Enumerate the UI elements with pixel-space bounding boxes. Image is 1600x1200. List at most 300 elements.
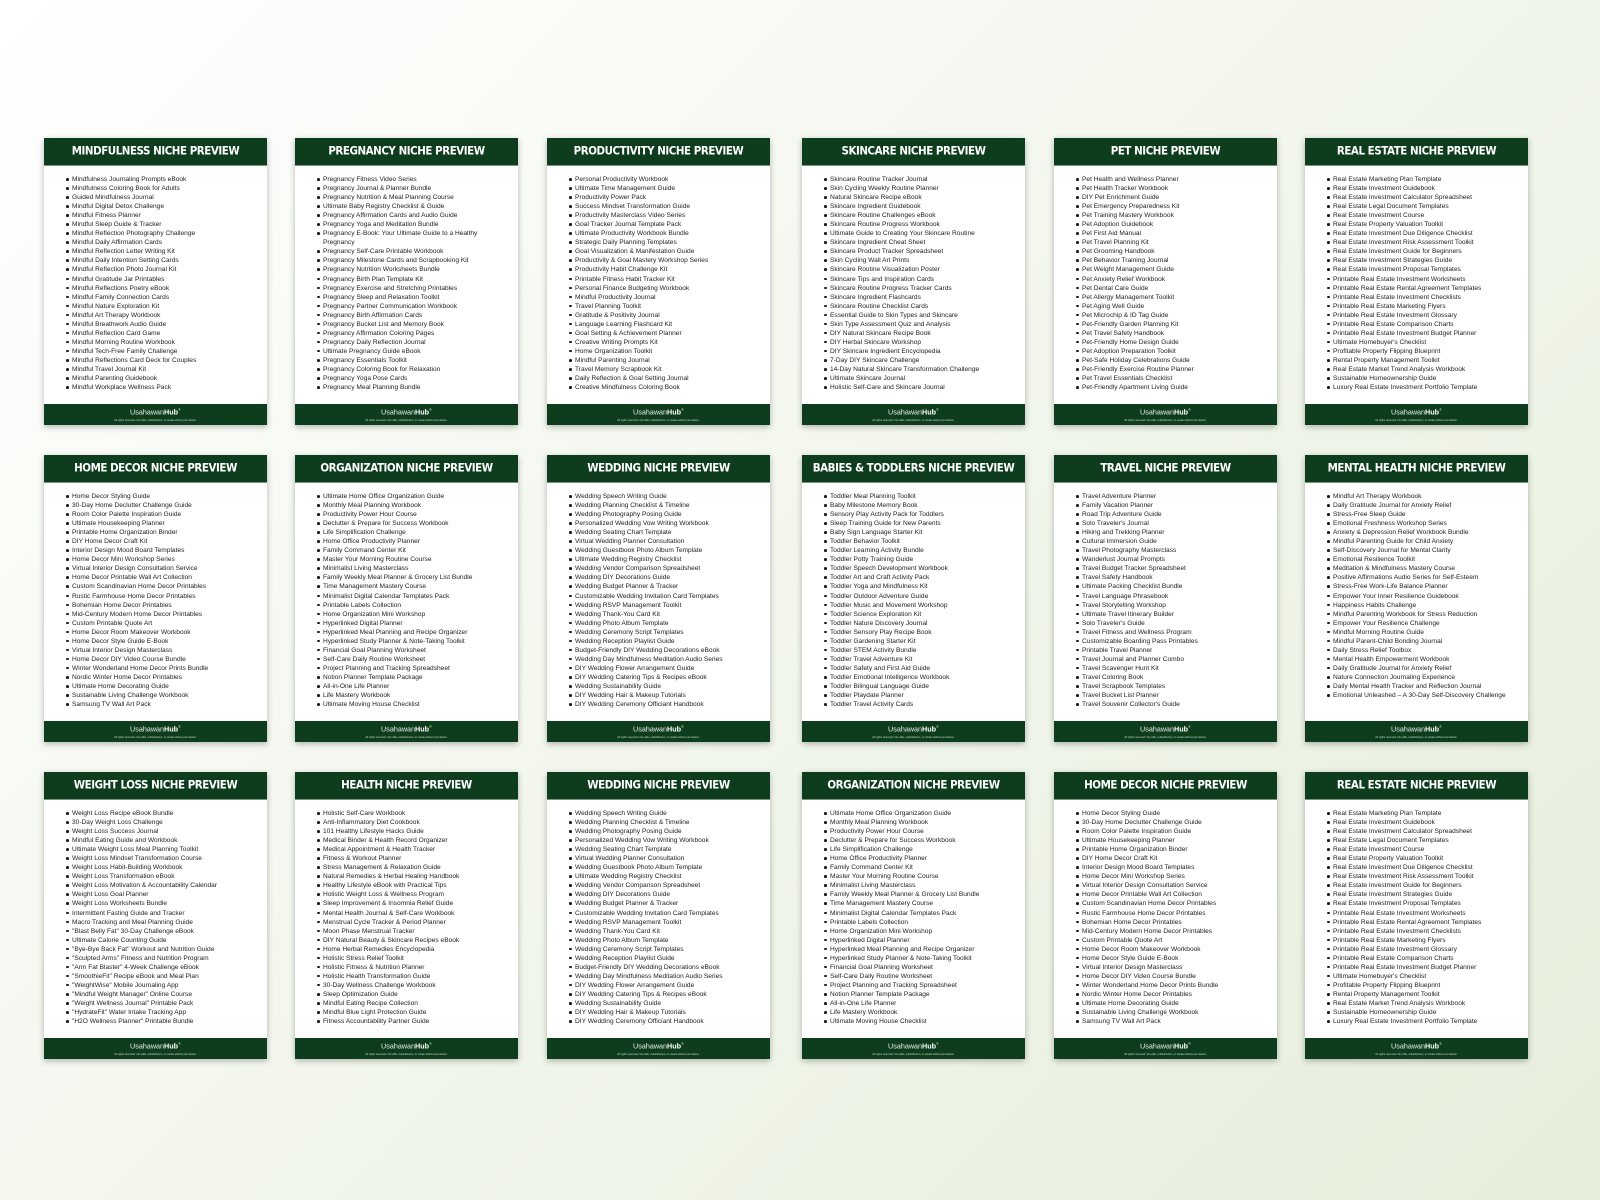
brand-logo	[633, 723, 684, 733]
list-item: Home Decor Room Makeover Workbook	[72, 628, 261, 637]
list-item: Gratitude & Positivity Journal	[575, 311, 764, 320]
brand-registered-mark: ®	[178, 1041, 181, 1047]
card-body	[547, 164, 770, 404]
list-item: Holistic Stress Relief Toolkit	[323, 954, 512, 963]
footer-rights-note: All rights reserved. No edits, redistribution, or resale without permission.	[365, 1052, 448, 1056]
list-item: Essential Guide to Skin Types and Skincare	[830, 311, 1019, 320]
brand-name-light: Usahawan	[888, 407, 923, 417]
list-item: Productivity Habit Challenge Kit	[575, 265, 764, 274]
list-item: DIY Wedding Ceremony Officiant Handbook	[575, 700, 764, 709]
list-item: Pregnancy Birth Affirmation Cards	[323, 311, 512, 320]
brand-name-light: Usahawan	[888, 724, 923, 734]
list-item: 14-Day Natural Skincare Transformation Challenge	[830, 365, 1019, 374]
brand-name-light: Usahawan	[130, 724, 165, 734]
list-item: Home Decor Printable Wall Art Collection	[1082, 890, 1271, 899]
card-body	[44, 798, 267, 1038]
list-item: Luxury Real Estate Investment Portfolio Template	[1333, 1017, 1522, 1026]
list-item: Ultimate Homebuyer's Checklist	[1333, 338, 1522, 347]
list-item: Solo Traveler's Journal	[1082, 519, 1271, 528]
list-item: Pregnancy Affirmation Coloring Pages	[323, 329, 512, 338]
list-item: Real Estate Investment Risk Assessment Toolkit	[1333, 238, 1522, 247]
list-item: Pet Emergency Preparedness Kit	[1082, 202, 1271, 211]
list-item: Real Estate Investment Risk Assessment Toolkit	[1333, 872, 1522, 881]
list-item: Mindful Morning Routine Workbook	[72, 338, 261, 347]
list-item: Natural Remedies & Herbal Healing Handbook	[323, 872, 512, 881]
list-item: Skin Cycling Weekly Routine Planner	[830, 184, 1019, 193]
list-item: Hyperlinked Meal Planning and Recipe Organizer	[830, 945, 1019, 954]
list-item: Sleep Optimization Guide	[323, 990, 512, 999]
list-item: Ultimate Homebuyer's Checklist	[1333, 972, 1522, 981]
list-item: Toddler Gardening Starter Kit	[830, 637, 1019, 646]
list-item: Wedding Budget Planner & Tracker	[575, 899, 764, 908]
list-item: Toddler Nature Discovery Journal	[830, 619, 1019, 628]
footer-rights-note: All rights reserved. No edits, redistribution, or resale without permission.	[365, 418, 448, 422]
list-item: Ultimate Housekeeping Planner	[1082, 836, 1271, 845]
brand-name-bold: Hub	[667, 724, 681, 734]
list-item: Hyperlinked Study Planner & Note-Taking Toolkit	[323, 637, 512, 646]
brand-registered-mark: ®	[178, 724, 181, 730]
list-item: Life Mastery Workbook	[830, 1008, 1019, 1017]
list-item: Ultimate Home Office Organization Guide	[323, 492, 512, 501]
card-title: PET NICHE PREVIEW	[1054, 138, 1277, 166]
list-item: Travel Memory Scrapbook Kit	[575, 365, 764, 374]
brand-name-bold: Hub	[1174, 1041, 1188, 1051]
list-item: Printable Real Estate Investment Worksheets	[1333, 909, 1522, 918]
list-item: Personal Finance Budgeting Workbook	[575, 284, 764, 293]
list-item: Home Decor Mini Workshop Series	[1082, 872, 1271, 881]
niche-preview-card	[1305, 455, 1528, 742]
list-item: Printable Real Estate Marketing Flyers	[1333, 936, 1522, 945]
brand-logo	[130, 1040, 181, 1050]
list-item: Daily Reflection & Goal Setting Journal	[575, 374, 764, 383]
list-item: Pet Travel Planning Kit	[1082, 238, 1271, 247]
list-item: Pregnancy Essentials Toolkit	[323, 356, 512, 365]
card-footer	[1054, 721, 1277, 742]
list-item: Home Organization Mini Workshop	[830, 927, 1019, 936]
card-footer	[295, 404, 518, 425]
list-item: Language Learning Flashcard Kit	[575, 320, 764, 329]
list-item: Ultimate Moving House Checklist	[323, 700, 512, 709]
list-item: Master Your Morning Routine Course	[323, 555, 512, 564]
card-title: REAL ESTATE NICHE PREVIEW	[1305, 138, 1528, 166]
list-item: Pet-Friendly Apartment Living Guide	[1082, 383, 1271, 392]
list-item: Pet Anxiety Relief Workbook	[1082, 275, 1271, 284]
list-item: Mental Health Empowerment Workbook	[1333, 655, 1522, 664]
list-item: Printable Travel Planner	[1082, 646, 1271, 655]
card-footer	[295, 1038, 518, 1059]
list-item: Skincare Routine Progress Workbook	[830, 220, 1019, 229]
card-title: WEDDING NICHE PREVIEW	[547, 455, 770, 483]
list-item: Skincare Routine Challenges eBook	[830, 211, 1019, 220]
list-item: Monthly Meal Planning Workbook	[323, 501, 512, 510]
list-item: Notion Planner Template Package	[830, 990, 1019, 999]
list-item: Interior Design Mood Board Templates	[1082, 863, 1271, 872]
list-item: Fitness Accountability Partner Guide	[323, 1017, 512, 1026]
list-item: Sustainable Homeownership Guide	[1333, 1008, 1522, 1017]
list-item: Pregnancy Self-Care Printable Workbook	[323, 247, 512, 256]
list-item: Goal Visualization & Manifestation Guide	[575, 247, 764, 256]
list-item: Mid-Century Modern Home Decor Printables	[72, 610, 261, 619]
list-item: Mindful Digital Detox Challenge	[72, 202, 261, 211]
brand-registered-mark: ®	[1188, 407, 1191, 413]
list-item: DIY Wedding Flower Arrangement Guide	[575, 664, 764, 673]
list-item: Home Herbal Remedies Encyclopedia	[323, 945, 512, 954]
brand-registered-mark: ®	[1439, 407, 1442, 413]
list-item: Skincare Routine Progress Tracker Cards	[830, 284, 1019, 293]
brand-name-bold: Hub	[1174, 407, 1188, 417]
niche-preview-card	[295, 455, 518, 742]
card-footer	[547, 1038, 770, 1059]
list-item: Real Estate Legal Document Templates	[1333, 836, 1522, 845]
card-footer	[1305, 721, 1528, 742]
list-item: Custom Printable Quote Art	[72, 619, 261, 628]
card-footer	[802, 1038, 1025, 1059]
list-item: Toddler Travel Adventure Kit	[830, 655, 1019, 664]
list-item: Room Color Palette Inspiration Guide	[72, 510, 261, 519]
list-item: Toddler Sensory Play Recipe Book	[830, 628, 1019, 637]
list-item: Pregnancy Nutrition & Meal Planning Course	[323, 193, 512, 202]
list-item: Interior Design Mood Board Templates	[72, 546, 261, 555]
brand-name-light: Usahawan	[381, 407, 416, 417]
list-item: Pet Allergy Management Toolkit	[1082, 293, 1271, 302]
list-item: Customizable Boarding Pass Printables	[1082, 637, 1271, 646]
card-title: HOME DECOR NICHE PREVIEW	[44, 455, 267, 483]
list-item: DIY Herbal Skincare Workshop	[830, 338, 1019, 347]
list-item: DIY Wedding Catering Tips & Recipes eBook	[575, 990, 764, 999]
list-item: Printable Labels Collection	[830, 918, 1019, 927]
list-item: Travel Souvenir Collector's Guide	[1082, 700, 1271, 709]
list-item: Mindful Eating Recipe Collection	[323, 999, 512, 1008]
list-item: Virtual Wedding Planner Consultation	[575, 854, 764, 863]
list-item: Rustic Farmhouse Home Decor Printables	[1082, 909, 1271, 918]
list-item: Skincare Ingredient Guidebook	[830, 202, 1019, 211]
list-item: Financial Goal Planning Worksheet	[323, 646, 512, 655]
list-item: Printable Real Estate Investment Glossary	[1333, 945, 1522, 954]
list-item: Custom Scandinavian Home Decor Printables	[72, 582, 261, 591]
list-item: Creative Writing Prompts Kit	[575, 338, 764, 347]
brand-name-light: Usahawan	[633, 407, 668, 417]
list-item: Life Simplification Challenge	[323, 528, 512, 537]
list-item: Pregnancy Birth Plan Template Kit	[323, 275, 512, 284]
brand-logo	[888, 406, 939, 416]
list-item: Printable Real Estate Rental Agreement Templates	[1333, 284, 1522, 293]
niche-preview-card	[1054, 455, 1277, 742]
list-item: Pregnancy Partner Communication Workbook	[323, 302, 512, 311]
list-item: All-in-One Life Planner	[323, 682, 512, 691]
list-item: Printable Real Estate Marketing Flyers	[1333, 302, 1522, 311]
list-item: Ultimate Wedding Registry Checklist	[575, 872, 764, 881]
list-item: Luxury Real Estate Investment Portfolio Template	[1333, 383, 1522, 392]
niche-preview-card	[1305, 772, 1528, 1059]
brand-logo	[130, 723, 181, 733]
list-item: Financial Goal Planning Worksheet	[830, 963, 1019, 972]
card-title: SKINCARE NICHE PREVIEW	[802, 138, 1025, 166]
list-item: Mindful Parenting Guidebook	[72, 374, 261, 383]
list-item: Virtual Interior Design Masterclass	[1082, 963, 1271, 972]
list-item: Skin Cycling Wall Art Prints	[830, 256, 1019, 265]
list-item: Rental Property Management Toolkit	[1333, 990, 1522, 999]
brand-name-light: Usahawan	[1140, 724, 1175, 734]
list-item: Hiking and Trekking Planner	[1082, 528, 1271, 537]
list-item: Ultimate Home Decorating Guide	[72, 682, 261, 691]
list-item: Toddler Learning Activity Bundle	[830, 546, 1019, 555]
list-item: Wedding Budget Planner & Tracker	[575, 582, 764, 591]
list-item: Pet Travel Essentials Checklist	[1082, 374, 1271, 383]
brand-name-bold: Hub	[1174, 724, 1188, 734]
list-item: Printable Real Estate Investment Glossary	[1333, 311, 1522, 320]
list-item: Toddler Speech Development Workbook	[830, 564, 1019, 573]
brand-registered-mark: ®	[681, 724, 684, 730]
list-item: Real Estate Investment Proposal Templates	[1333, 265, 1522, 274]
list-item: Skincare Product Tracker Spreadsheet	[830, 247, 1019, 256]
list-item: Productivity Power Pack	[575, 193, 764, 202]
card-footer	[44, 1038, 267, 1059]
list-item: Minimalist Living Masterclass	[830, 881, 1019, 890]
list-item: Mindful Reflections Card Deck for Couples	[72, 356, 261, 365]
brand-name-bold: Hub	[922, 407, 936, 417]
list-item: Daily Gratitude Journal for Anxiety Relief	[1333, 664, 1522, 673]
list-item: Hyperlinked Meal Planning and Recipe Organizer	[323, 628, 512, 637]
list-item: Personal Productivity Workbook	[575, 175, 764, 184]
brand-name-bold: Hub	[922, 724, 936, 734]
footer-rights-note: All rights reserved. No edits, redistribution, or resale without permission.	[617, 1052, 700, 1056]
list-item: Skin Type Assessment Quiz and Analysis	[830, 320, 1019, 329]
list-item: Pet-Friendly Garden Planning Kit	[1082, 320, 1271, 329]
niche-preview-card	[44, 772, 267, 1059]
card-body	[1305, 798, 1528, 1038]
list-item: Baby Milestone Memory Book	[830, 501, 1019, 510]
list-item: Wedding Reception Playlist Guide	[575, 637, 764, 646]
list-item: Real Estate Investment Course	[1333, 845, 1522, 854]
list-item: Wedding Sustainability Guide	[575, 682, 764, 691]
list-item: Winter Wonderland Home Decor Prints Bundle	[1082, 981, 1271, 990]
list-item: Time Management Mastery Course	[830, 899, 1019, 908]
product-list	[72, 175, 261, 392]
list-item: Wedding Reception Playlist Guide	[575, 954, 764, 963]
list-item: Minimalist Digital Calendar Templates Pack	[830, 909, 1019, 918]
niche-preview-card	[802, 455, 1025, 742]
list-item: Rental Property Management Toolkit	[1333, 356, 1522, 365]
list-item: Life Simplification Challenge	[830, 845, 1019, 854]
list-item: Mindful Parenting Workbook for Stress Reduction	[1333, 610, 1522, 619]
card-title: ORGANIZATION NICHE PREVIEW	[802, 772, 1025, 800]
list-item: Productivity Power Hour Course	[830, 827, 1019, 836]
list-item: Wedding Ceremony Script Templates	[575, 628, 764, 637]
list-item: Sensory Play Activity Pack for Toddlers	[830, 510, 1019, 519]
card-footer	[1305, 1038, 1528, 1059]
list-item: Home Decor Style Guide E-Book	[72, 637, 261, 646]
list-item: Mindful Parent-Child Bonding Journal	[1333, 637, 1522, 646]
list-item: Home Decor Styling Guide	[72, 492, 261, 501]
list-item: Travel Storytelling Workshop	[1082, 601, 1271, 610]
list-item: Ultimate Guide to Creating Your Skincare Routine	[830, 229, 1019, 238]
list-item: Hyperlinked Digital Planner	[830, 936, 1019, 945]
card-title: MENTAL HEALTH NICHE PREVIEW	[1305, 455, 1528, 483]
list-item: 7-Day DIY Skincare Challenge	[830, 356, 1019, 365]
list-item: Bohemian Home Decor Printables	[72, 601, 261, 610]
footer-rights-note: All rights reserved. No edits, redistribution, or resale without permission.	[872, 1052, 955, 1056]
footer-rights-note: All rights reserved. No edits, redistribution, or resale without permission.	[1124, 418, 1207, 422]
list-item: Self-Care Daily Routine Worksheet	[830, 972, 1019, 981]
niche-preview-card	[802, 138, 1025, 425]
list-item: Pet Health Tracker Workbook	[1082, 184, 1271, 193]
list-item: Wanderlust Journal Prompts	[1082, 555, 1271, 564]
footer-rights-note: All rights reserved. No edits, redistribution, or resale without permission.	[1375, 418, 1458, 422]
card-body	[802, 164, 1025, 404]
niche-preview-card	[44, 138, 267, 425]
brand-logo	[1140, 1040, 1191, 1050]
list-item: Toddler STEM Activity Bundle	[830, 646, 1019, 655]
list-item: Empower Your Inner Resilience Guidebook	[1333, 592, 1522, 601]
list-item: Pet Travel Safety Handbook	[1082, 329, 1271, 338]
brand-registered-mark: ®	[1188, 1041, 1191, 1047]
list-item: Hyperlinked Digital Planner	[323, 619, 512, 628]
list-item: Pregnancy Fitness Video Series	[323, 175, 512, 184]
list-item: Printable Real Estate Investment Checklists	[1333, 293, 1522, 302]
brand-logo	[888, 723, 939, 733]
list-item: Ultimate Productivity Workbook Bundle	[575, 229, 764, 238]
card-body	[1054, 164, 1277, 404]
brand-name-bold: Hub	[1425, 1041, 1439, 1051]
list-item: Travel Language Phrasebook	[1082, 592, 1271, 601]
card-body	[547, 798, 770, 1038]
list-item: Mindful Breathwork Audio Guide	[72, 320, 261, 329]
list-item: Pregnancy Meal Planning Bundle	[323, 383, 512, 392]
list-item: Nordic Winter Home Decor Printables	[1082, 990, 1271, 999]
list-item: Ultimate Home Office Organization Guide	[830, 809, 1019, 818]
list-item: Home Office Productivity Planner	[323, 537, 512, 546]
list-item: "HydrateFit" Water Intake Tracking App	[72, 1008, 261, 1017]
list-item: Mindful Tech-Free Family Challenge	[72, 347, 261, 356]
list-item: Mindful Reflection Letter Writing Kit	[72, 247, 261, 256]
list-item: Family Weekly Meal Planner & Grocery List Bundle	[323, 573, 512, 582]
footer-rights-note: All rights reserved. No edits, redistribution, or resale without permission.	[872, 418, 955, 422]
list-item: Virtual Interior Design Consultation Service	[1082, 881, 1271, 890]
list-item: Ultimate Pregnancy Guide eBook	[323, 347, 512, 356]
brand-logo	[633, 1040, 684, 1050]
card-body	[1054, 798, 1277, 1038]
brand-logo	[888, 1040, 939, 1050]
card-title: REAL ESTATE NICHE PREVIEW	[1305, 772, 1528, 800]
list-item: Printable Real Estate Investment Worksheets	[1333, 275, 1522, 284]
list-item: Productivity Masterclass Video Series	[575, 211, 764, 220]
list-item: Real Estate Investment Strategies Guide	[1333, 890, 1522, 899]
list-item: Emotional Unleashed – A 30-Day Self-Discovery Challenge	[1333, 691, 1522, 700]
list-item: Pregnancy Yoga Pose Cards	[323, 374, 512, 383]
list-item: Pregnancy Milestone Cards and Scrapbooking Kit	[323, 256, 512, 265]
list-item: Empower Your Resilience Challenge	[1333, 619, 1522, 628]
list-item: Ultimate Packing Checklist Bundle	[1082, 582, 1271, 591]
list-item: Mindful Daily Intention Setting Cards	[72, 256, 261, 265]
list-item: Wedding Sustainability Guide	[575, 999, 764, 1008]
brand-registered-mark: ®	[1439, 1041, 1442, 1047]
list-item: Pet Microchip & ID Tag Guide	[1082, 311, 1271, 320]
niche-preview-card	[295, 138, 518, 425]
list-item: Printable Real Estate Comparison Charts	[1333, 320, 1522, 329]
list-item: Custom Printable Quote Art	[1082, 936, 1271, 945]
list-item: Pet Health and Wellness Planner	[1082, 175, 1271, 184]
list-item: Goal Setting & Achievement Planner	[575, 329, 764, 338]
brand-name-bold: Hub	[1425, 724, 1439, 734]
card-body	[295, 481, 518, 721]
brand-registered-mark: ®	[936, 407, 939, 413]
list-item: Goal Tracker Journal Template Pack	[575, 220, 764, 229]
list-item: Toddler Outdoor Adventure Guide	[830, 592, 1019, 601]
list-item: Toddler Safety and First Aid Guide	[830, 664, 1019, 673]
list-item: Mindful Parenting Journal	[575, 356, 764, 365]
list-item: Pregnancy Bucket List and Memory Book	[323, 320, 512, 329]
list-item: DIY Wedding Ceremony Officiant Handbook	[575, 1017, 764, 1026]
list-item: Pet Training Mastery Workbook	[1082, 211, 1271, 220]
list-item: Wedding RSVP Management Toolkit	[575, 918, 764, 927]
list-item: Weight Loss Worksheets Bundle	[72, 899, 261, 908]
product-list	[1333, 809, 1522, 1026]
list-item: "Mindful Weight Manager" Online Course	[72, 990, 261, 999]
list-item: Bohemian Home Decor Printables	[1082, 918, 1271, 927]
list-item: Toddler Bilingual Language Guide	[830, 682, 1019, 691]
card-body	[1305, 481, 1528, 721]
list-item: Holistic Weight Loss & Wellness Program	[323, 890, 512, 899]
list-item: Declutter & Prepare for Success Workbook	[323, 519, 512, 528]
list-item: Room Color Palette Inspiration Guide	[1082, 827, 1271, 836]
footer-rights-note: All rights reserved. No edits, redistribution, or resale without permission.	[1375, 735, 1458, 739]
niche-preview-card	[547, 455, 770, 742]
list-item: Real Estate Marketing Plan Template	[1333, 175, 1522, 184]
list-item: Pregnancy Nutrition Worksheets Bundle	[323, 265, 512, 274]
card-body	[1305, 164, 1528, 404]
list-item: Stress-Free Sleep Guide	[1333, 510, 1522, 519]
list-item: Mindful Reflection Card Game	[72, 329, 261, 338]
list-item: Home Organization Mini Workshop	[323, 610, 512, 619]
product-list	[1082, 175, 1271, 392]
list-item: Self-Care Daily Routine Worksheet	[323, 655, 512, 664]
list-item: Nature Connection Journaling Experience	[1333, 673, 1522, 682]
list-item: Holistic Self-Care Workbook	[323, 809, 512, 818]
list-item: Real Estate Market Trend Analysis Workbook	[1333, 999, 1522, 1008]
list-item: Skincare Routine Tracker Journal	[830, 175, 1019, 184]
list-item: Virtual Interior Design Masterclass	[72, 646, 261, 655]
list-item: Wedding Seating Chart Template	[575, 845, 764, 854]
list-item: Wedding Thank-You Card Kit	[575, 927, 764, 936]
list-item: Rustic Farmhouse Home Decor Printables	[72, 592, 261, 601]
list-item: Travel Scavenger Hunt Kit	[1082, 664, 1271, 673]
product-list	[1082, 809, 1271, 1026]
card-title: TRAVEL NICHE PREVIEW	[1054, 455, 1277, 483]
brand-name-light: Usahawan	[1391, 1041, 1426, 1051]
list-item: "WeightWise" Mobile Journaling App	[72, 981, 261, 990]
list-item: Custom Scandinavian Home Decor Printables	[1082, 899, 1271, 908]
list-item: Skincare Tips and Inspiration Cards	[830, 275, 1019, 284]
list-item: Macro Tracking and Meal Planning Guide	[72, 918, 261, 927]
niche-preview-card	[295, 772, 518, 1059]
list-item: Baby Sign Language Starter Kit	[830, 528, 1019, 537]
list-item: Intermittent Fasting Guide and Tracker	[72, 909, 261, 918]
list-item: Happiness Habits Challenge	[1333, 601, 1522, 610]
list-item: Printable Real Estate Rental Agreement Templates	[1333, 918, 1522, 927]
card-footer	[802, 404, 1025, 425]
brand-registered-mark: ®	[1439, 724, 1442, 730]
brand-name-light: Usahawan	[130, 1041, 165, 1051]
list-item: Self-Discovery Journal for Mental Clarity	[1333, 546, 1522, 555]
list-item: DIY Wedding Hair & Makeup Tutorials	[575, 691, 764, 700]
list-item: Pet Adoption Preparation Toolkit	[1082, 347, 1271, 356]
list-item: Daily Gratitude Journal for Anxiety Relief	[1333, 501, 1522, 510]
list-item: Weight Loss Goal Planner	[72, 890, 261, 899]
brand-name-bold: Hub	[164, 724, 178, 734]
card-footer	[802, 721, 1025, 742]
list-item: Family Vacation Planner	[1082, 501, 1271, 510]
list-item: Printable Real Estate Investment Budget Planner	[1333, 963, 1522, 972]
